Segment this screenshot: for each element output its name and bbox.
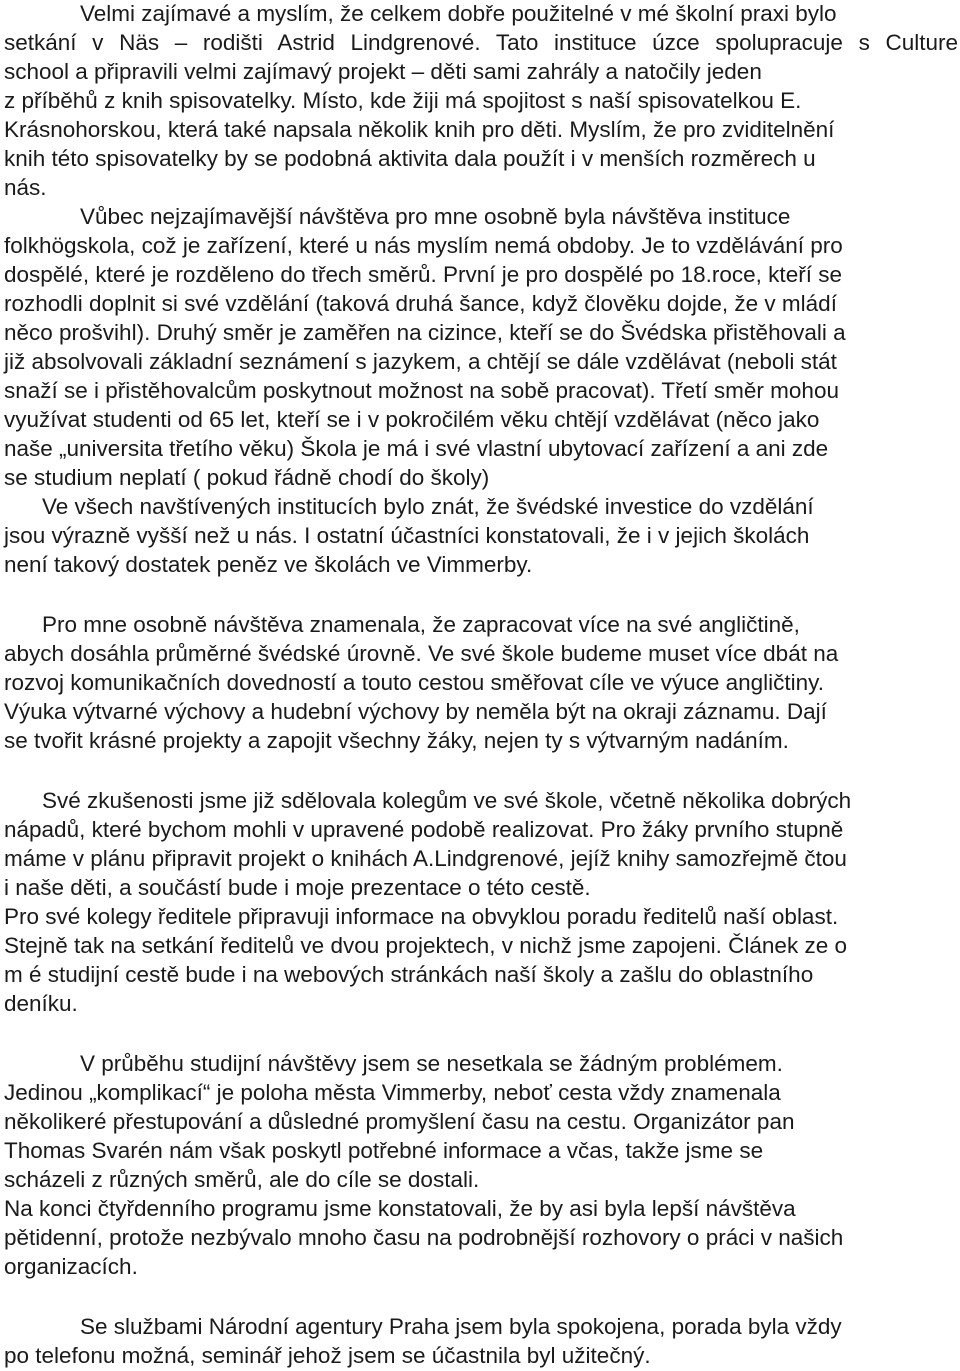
- text-line: Vůbec nejzajímavější návštěva pro mne osobně byla návštěva instituce: [80, 204, 791, 229]
- text-line: z příběhů z knih spisovatelky. Místo, kde žiji má spojitost s naší spisovatelkou E.: [4, 88, 802, 113]
- text-line: Ve všech navštívených institucích bylo znát, že švédské investice do vzdělání: [42, 494, 814, 519]
- text-line: school a připravili velmi zajímavý projekt – děti sami zahrály a natočily jeden: [4, 59, 762, 84]
- text-line: Na konci čtyřdenního programu jsme konstatovali, že by asi byla lepší návštěva: [4, 1196, 796, 1221]
- text-line: Výuka výtvarné výchovy a hudební výchovy by neměla být na okraji záznamu. Dají: [4, 699, 827, 724]
- text-line: nápadů, které bychom mohli v upravené podobě realizovat. Pro žáky prvního stupně: [4, 817, 844, 842]
- text-line: není takový dostatek peněz ve školách ve Vimmerby.: [4, 552, 533, 577]
- text-line: snaží se i přistěhovalcům poskytnout možnost na sobě pracovat). Třetí směr mohou: [4, 378, 839, 403]
- text-line: rozhodli doplnit si své vzdělání (taková druhá šance, když člověku dojde, že v mládí: [4, 291, 837, 316]
- text-line: Krásnohorskou, která také napsala několik knih pro děti. Myslím, že pro zviditelnění: [4, 117, 835, 142]
- text-line: deníku.: [4, 991, 78, 1016]
- text-line: abych dosáhla průměrné švédské úrovně. Ve své škole budeme muset více dbát na: [4, 641, 839, 666]
- text-line: několikeré přestupování a důsledné promyšlení času na cestu. Organizátor pan: [4, 1109, 795, 1134]
- text-line: jsou výrazně vyšší než u nás. I ostatní účastníci konstatovali, že i v jejich školách: [4, 523, 810, 548]
- text-line: Thomas Svarén nám však poskytl potřebné informace a včas, takže jsme se: [4, 1138, 764, 1163]
- text-line: knih této spisovatelky by se podobná aktivita dala použít i v menších rozměrech u: [4, 146, 816, 171]
- text-line: po telefonu možná, seminář jehož jsem se účastnila byl užitečný.: [4, 1343, 651, 1368]
- text-line: i naše děti, a součástí bude i moje prezentace o této cestě.: [4, 875, 591, 900]
- text-line: rozvoj komunikačních dovedností a touto cestou směřovat cíle ve výuce angličtiny.: [4, 670, 824, 695]
- text-line: folkhögskola, což je zařízení, které u nás myslím nemá obdoby. Je to vzdělávání pro: [4, 233, 843, 258]
- text-line: m é studijní cestě bude i na webových stránkách naší školy a zašlu do oblastního: [4, 962, 814, 987]
- text-line: máme v plánu připravit projekt o knihách A.Lindgrenové, jejíž knihy samozřejmě čtou: [4, 846, 847, 871]
- text-line: Pro své kolegy ředitele připravuji informace na obvyklou poradu ředitelů naší oblast.: [4, 904, 839, 929]
- text-line: se tvořit krásné projekty a zapojit všechny žáky, nejen ty s výtvarným nadáním.: [4, 728, 789, 753]
- text-line: naše „universita třetího věku) Škola je má i své vlastní ubytovací zařízení a ani zde: [4, 436, 829, 461]
- text-line: Své zkušenosti jsme již sdělovala kolegům ve své škole, včetně několika dobrých: [42, 788, 852, 813]
- text-line: nás.: [4, 175, 47, 200]
- text-line: pětidenní, protože nezbývalo mnoho času na podrobnější rozhovory o práci v našich: [4, 1225, 844, 1250]
- text-line: se studium neplatí ( pokud řádně chodí do školy): [4, 465, 490, 490]
- text-line: scházeli z různých směrů, ale do cíle se dostali.: [4, 1167, 480, 1192]
- text-line: Pro mne osobně návštěva znamenala, že zapracovat více na své angličtině,: [42, 612, 800, 637]
- text-line: Se službami Národní agentury Praha jsem byla spokojena, porada byla vždy: [80, 1314, 842, 1339]
- text-line: Velmi zajímavé a myslím, že celkem dobře použitelné v mé školní praxi bylo: [80, 1, 837, 26]
- text-line: Stejně tak na setkání ředitelů ve dvou projektech, v nichž jsme zapojeni. Článek ze o: [4, 933, 847, 958]
- text-line: již absolvovali základní seznámení s jazykem, a chtějí se dále vzdělávat (neboli stát: [4, 349, 837, 374]
- text-line: V průběhu studijní návštěvy jsem se nesetkala se žádným problémem.: [80, 1051, 783, 1076]
- text-line: organizacích.: [4, 1254, 138, 1279]
- text-line: využívat studenti od 65 let, kteří se i v pokročilém věku chtějí vzdělávat (něco jako: [4, 407, 820, 432]
- text-line: setkání v Näs – rodišti Astrid Lindgrenové. Tato instituce úzce spolupracuje s Culture: [4, 30, 958, 55]
- text-line: Jedinou „komplikací“ je poloha města Vimmerby, neboť cesta vždy znamenala: [4, 1080, 781, 1105]
- text-line: dospělé, které je rozděleno do třech směrů. První je pro dospělé po 18.roce, kteří se: [4, 262, 842, 287]
- text-line: něco prošvihl). Druhý směr je zaměřen na cizince, kteří se do Švédska přistěhovali a: [4, 320, 846, 345]
